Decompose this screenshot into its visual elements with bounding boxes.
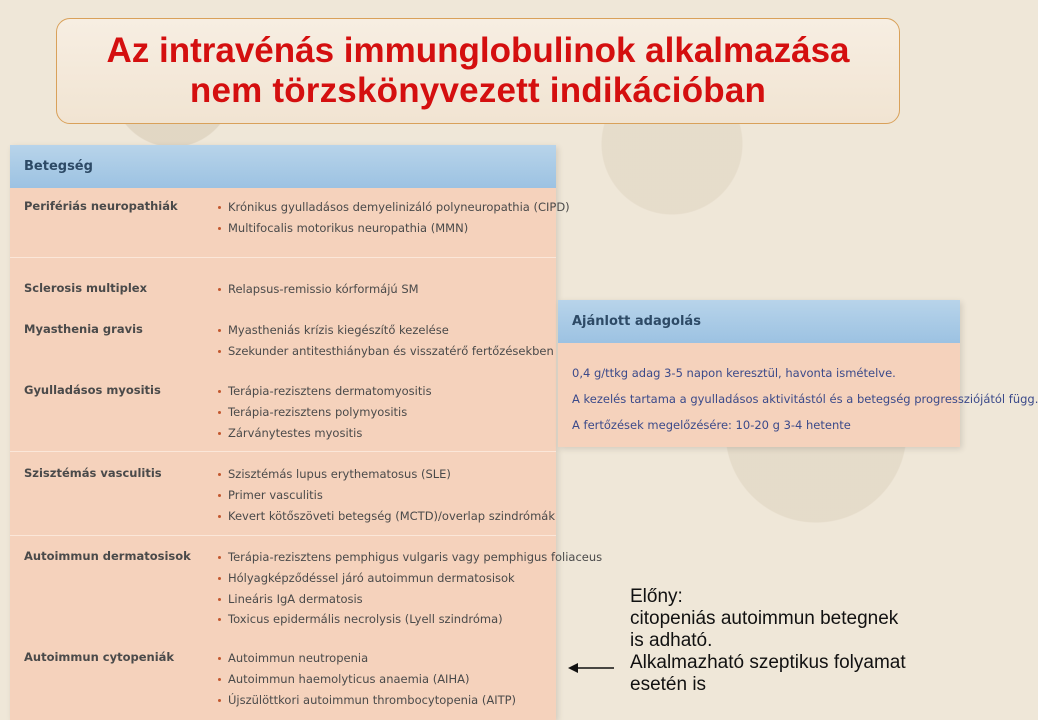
list-item: Myastheniás krízis kiegészítő kezelése (218, 320, 554, 341)
list-item: Szekunder antitesthiányban és visszatérő fertőzésekben (218, 341, 554, 362)
dosage-header: Ajánlott adagolás (558, 300, 960, 343)
row-items (218, 464, 555, 526)
row-items (218, 547, 602, 630)
dosage-lines (572, 360, 1038, 438)
disease-table (10, 145, 603, 720)
dosage-line: 0,4 g/ttkg adag 3-5 napon keresztül, havonta ismételve. (572, 366, 896, 380)
list-item: Multifocalis motorikus neuropathia (MMN) (218, 218, 570, 239)
table-row (10, 535, 603, 634)
row-label: Sclerosis multiplex (24, 281, 147, 295)
table-row (10, 637, 556, 720)
note-line: esetén is (630, 674, 707, 695)
list-item: Autoimmun haemolyticus anaemia (AIHA) (218, 669, 516, 690)
list-item: Terápia-rezisztens pemphigus vulgaris vagy pemphigus foliaceus (218, 547, 602, 568)
note-text (630, 586, 960, 696)
dosage-line: A fertőzések megelőzésére: 10-20 g 3-4 hetente (572, 418, 851, 432)
list-item: Relapsus-remissio kórformájú SM (218, 279, 419, 300)
table-row (10, 309, 556, 367)
list-item: Terápia-rezisztens polymyositis (218, 402, 432, 423)
list-item: Hólyagképződéssel járó autoimmun dermatosisok (218, 568, 602, 589)
title-line-2: nem törzskönyvezett indikációban (189, 71, 767, 110)
list-item: Kevert kötőszöveti betegség (MCTD)/overlap szindrómák (218, 506, 555, 527)
list-item: Terápia-rezisztens dermatomyositis (218, 381, 432, 402)
row-items (218, 320, 554, 362)
row-label: Myasthenia gravis (24, 322, 143, 336)
list-item: Szisztémás lupus erythematosus (SLE) (218, 464, 555, 485)
list-item: Lineáris IgA dermatosis (218, 589, 602, 610)
row-label: Perifériás neuropathiák (24, 199, 178, 213)
list-item: Toxicus epidermális necrolysis (Lyell szindróma) (218, 609, 602, 630)
table-row (10, 196, 570, 254)
disease-table-header: Betegség (10, 145, 556, 188)
list-item: Primer vasculitis (218, 485, 555, 506)
note-line: Előny: (630, 586, 683, 607)
table-row (10, 370, 556, 448)
list-item: Autoimmun neutropenia (218, 648, 516, 669)
arrow-left-icon (568, 661, 614, 675)
list-item: Újszülöttkori autoimmun thrombocytopenia (AITP) (218, 690, 516, 711)
list-item: Zárványtestes myositis (218, 423, 432, 444)
row-items (218, 279, 419, 300)
table-row (10, 451, 556, 532)
row-items (218, 648, 516, 710)
row-label: Gyulladásos myositis (24, 383, 161, 397)
title-box (56, 18, 900, 124)
dosage-panel (558, 300, 1038, 447)
title-line-1: Az intravénás immunglobulinok alkalmazása (106, 31, 850, 70)
row-items (218, 381, 432, 443)
note-line: Alkalmazható szeptikus folyamat (630, 652, 906, 673)
row-label: Szisztémás vasculitis (24, 466, 162, 480)
row-label: Autoimmun cytopeniák (24, 650, 175, 664)
table-row (10, 257, 556, 314)
row-label: Autoimmun dermatosisok (24, 549, 191, 563)
list-item: Krónikus gyulladásos demyelinizáló polyneuropathia (CIPD) (218, 197, 570, 218)
row-items (218, 197, 570, 239)
note-line: is adható. (630, 630, 713, 651)
dosage-line: A kezelés tartama a gyulladásos aktivitástól és a betegség progressziójától függ. (572, 392, 1038, 406)
note-line: citopeniás autoimmun betegnek (630, 608, 899, 629)
